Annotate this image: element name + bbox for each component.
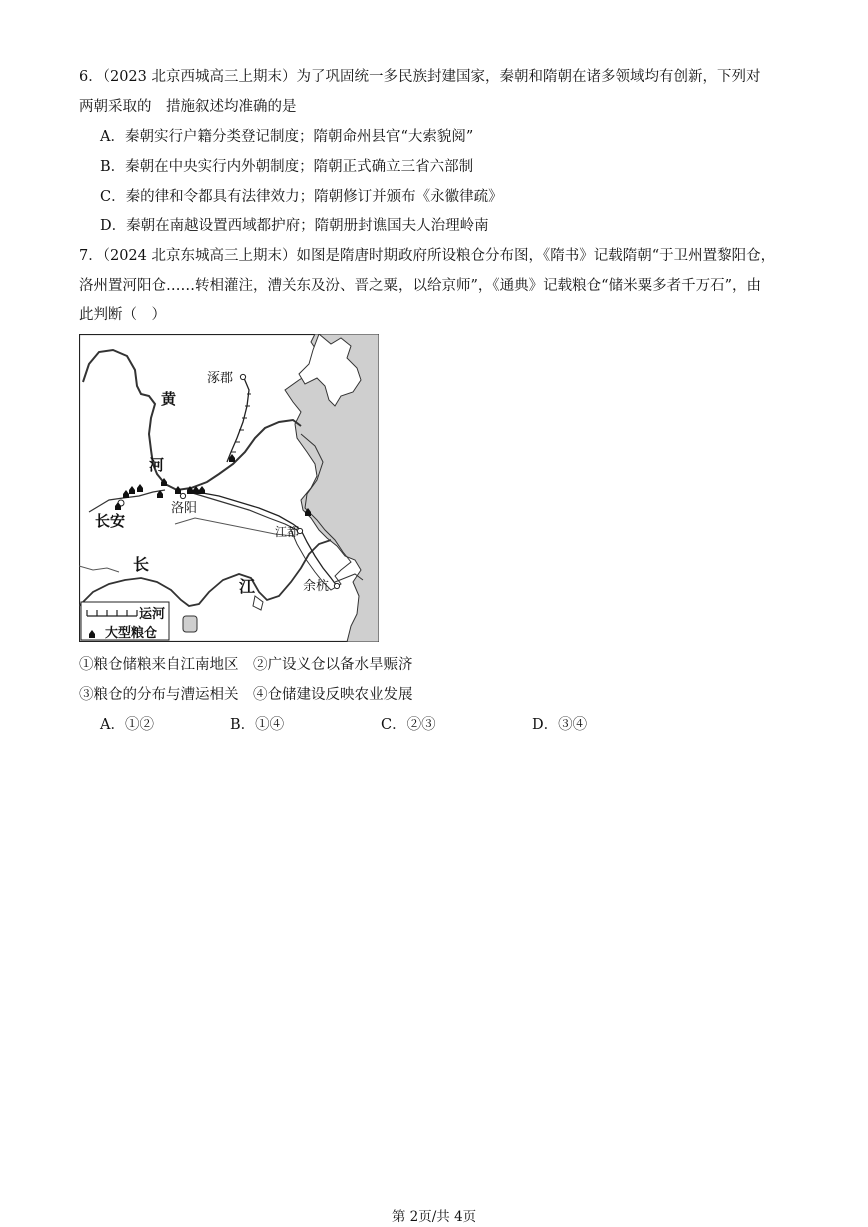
q6-stem-line1: 6．（2023 北京西城高三上期末）为了巩固统一多民族封建国家，秦朝和隋朝在诸多领域均有创新，下列对 bbox=[79, 69, 761, 85]
q6-stem-line2: 两朝采取的 措施叙述均准确的是 bbox=[79, 99, 297, 115]
label-changan: 长安 bbox=[95, 512, 126, 530]
map-legend bbox=[81, 602, 169, 641]
q6-option-b: B．秦朝在中央实行内外朝制度；隋朝正式确立三省六部制 bbox=[100, 159, 474, 175]
label-jiang: 江 bbox=[239, 577, 256, 596]
label-zhuojun: 涿郡 bbox=[207, 371, 234, 386]
zhuojun-marker bbox=[240, 374, 245, 379]
q7-stem-line3: 此判断（ ） bbox=[79, 307, 166, 323]
q7-stem-line2: 洛州置河阳仓……转相灌注，漕关东及汾、晋之粟，以给京师”，《通典》记载粮仓“储米粟多者千万石”，由 bbox=[79, 278, 761, 294]
yuhang-marker bbox=[334, 583, 339, 588]
legend-granary-label: 大型粮仓 bbox=[105, 626, 158, 641]
granary-distribution-map bbox=[79, 334, 379, 642]
q7-statements-line2: ③粮仓的分布与漕运相关 ④仓储建设反映农业发展 bbox=[79, 687, 413, 703]
q7-choice-b: B．①④ bbox=[230, 717, 285, 733]
label-yuhang: 余杭 bbox=[303, 579, 330, 594]
label-jiangdu: 江都 bbox=[275, 525, 300, 539]
page-footer: 第 2页/共 4页 bbox=[391, 1209, 477, 1225]
label-he: 河 bbox=[149, 456, 165, 474]
q6-option-c: C．秦的律和令都具有法律效力；隋朝修订并颁布《永徽律疏》 bbox=[100, 189, 503, 205]
q6-option-d: D．秦朝在南越设置西域都护府；隋朝册封谯国夫人治理岭南 bbox=[100, 218, 489, 234]
q7-choice-a: A．①② bbox=[100, 717, 154, 733]
q7-choice-d: D．③④ bbox=[532, 717, 588, 733]
legend-canal-label: 运河 bbox=[139, 607, 166, 622]
q7-stem-line1: 7．（2024 北京东城高三上期末）如图是隋唐时期政府所设粮仓分布图，《隋书》记载隋朝“于卫州置黎阳仓， bbox=[79, 248, 776, 264]
label-luoyang: 洛阳 bbox=[171, 501, 198, 516]
q7-choice-c: C．②③ bbox=[381, 717, 436, 733]
q6-option-a: A．秦朝实行户籍分类登记制度；隋朝命州县官“大索貌阅” bbox=[100, 129, 474, 145]
label-chang: 长 bbox=[133, 555, 150, 574]
island bbox=[183, 616, 197, 632]
luoyang-marker bbox=[180, 493, 185, 498]
q7-statements-line1: ①粮仓储粮来自江南地区 ②广设义仓以备水旱赈济 bbox=[79, 657, 413, 673]
label-huang: 黄 bbox=[161, 390, 177, 408]
